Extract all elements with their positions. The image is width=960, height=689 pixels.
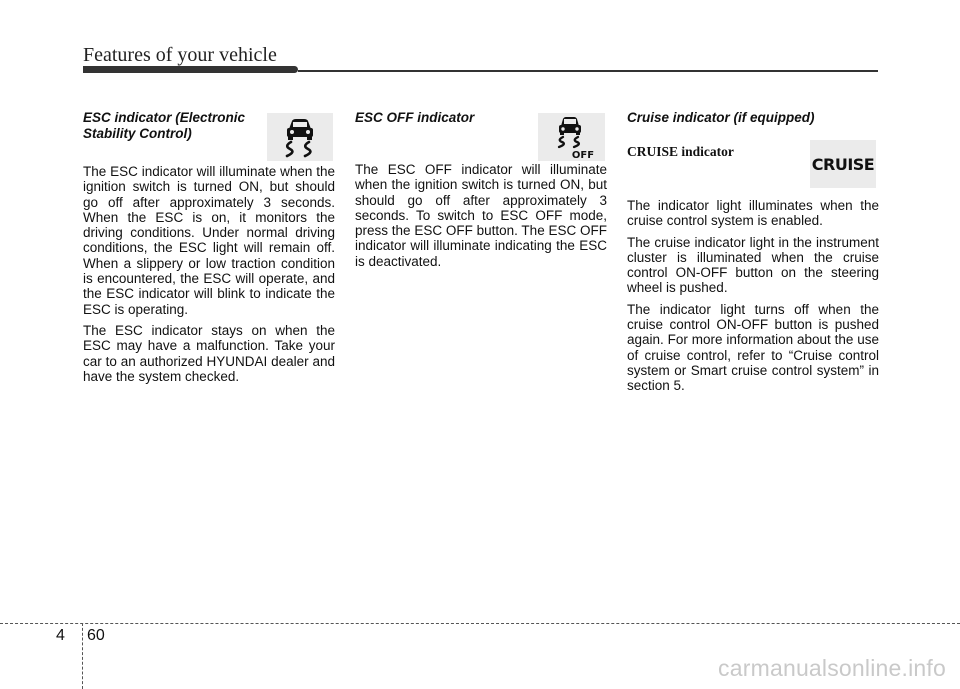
page-number: 60 [87,627,105,644]
esc-off-heading: ESC OFF indicator [355,110,475,125]
cruise-icon-box [810,140,876,188]
esc-paragraph: The ESC indicator will illuminate when the ignition switch is turned ON, but should go off after approximately 3 seconds. When the ESC is on, it monitors the driving conditions. Under normal driving conditions, the ESC light will remain off. When a slippery or low traction condition is encountered, the ESC will operate, and the ESC indicator will blink to indicate the ESC is operating. [83,164,335,317]
footer-divider [0,623,960,624]
cruise-icon: CRUISE [811,154,875,174]
cruise-subheading: CRUISE indicator [627,144,734,159]
cruise-paragraph: The indicator light turns off when the cruise control ON-OFF button is pushed again. For more information about the use of cruise control, refer to “Cruise control system or Smart cruise control system” in section 5. [627,301,879,394]
esc-heading: ESC indicator (Electronic Stability Control) [83,110,246,141]
esc-off-icon [547,114,597,160]
esc-off-icon-box [538,113,605,161]
esc-paragraph: The ESC indicator stays on when the ESC may have a malfunction. Take your car to an authorized HYUNDAI dealer and have the system checked. [83,322,335,384]
esc-off-icon-label: OFF [571,150,594,160]
esc-off-paragraph: The ESC OFF indicator will illuminate when the ignition switch is turned ON, but should go off after approximately 3 seconds. To switch to ESC OFF mode, press the ESC OFF button. The ESC OFF indicator will illuminate indicating the ESC is deactivated. [355,162,607,269]
header-line [298,70,878,72]
esc-icon-box [267,113,333,161]
cruise-heading: Cruise indicator (if equipped) [627,110,815,125]
cruise-paragraph: The cruise indicator light in the instrument cluster is illuminated when the cruise control ON-OFF button on the steering wheel is pushed. [627,234,879,296]
page-section: 4 [56,627,65,644]
header-title: Features of your vehicle [83,44,277,66]
watermark: carmanualsonline.info [718,655,946,681]
header-bar [83,66,298,73]
cruise-paragraph: The indicator light illuminates when the cruise control system is enabled. [627,198,879,229]
esc-skid-car-icon [277,115,323,159]
footer-vertical-divider [82,623,83,689]
